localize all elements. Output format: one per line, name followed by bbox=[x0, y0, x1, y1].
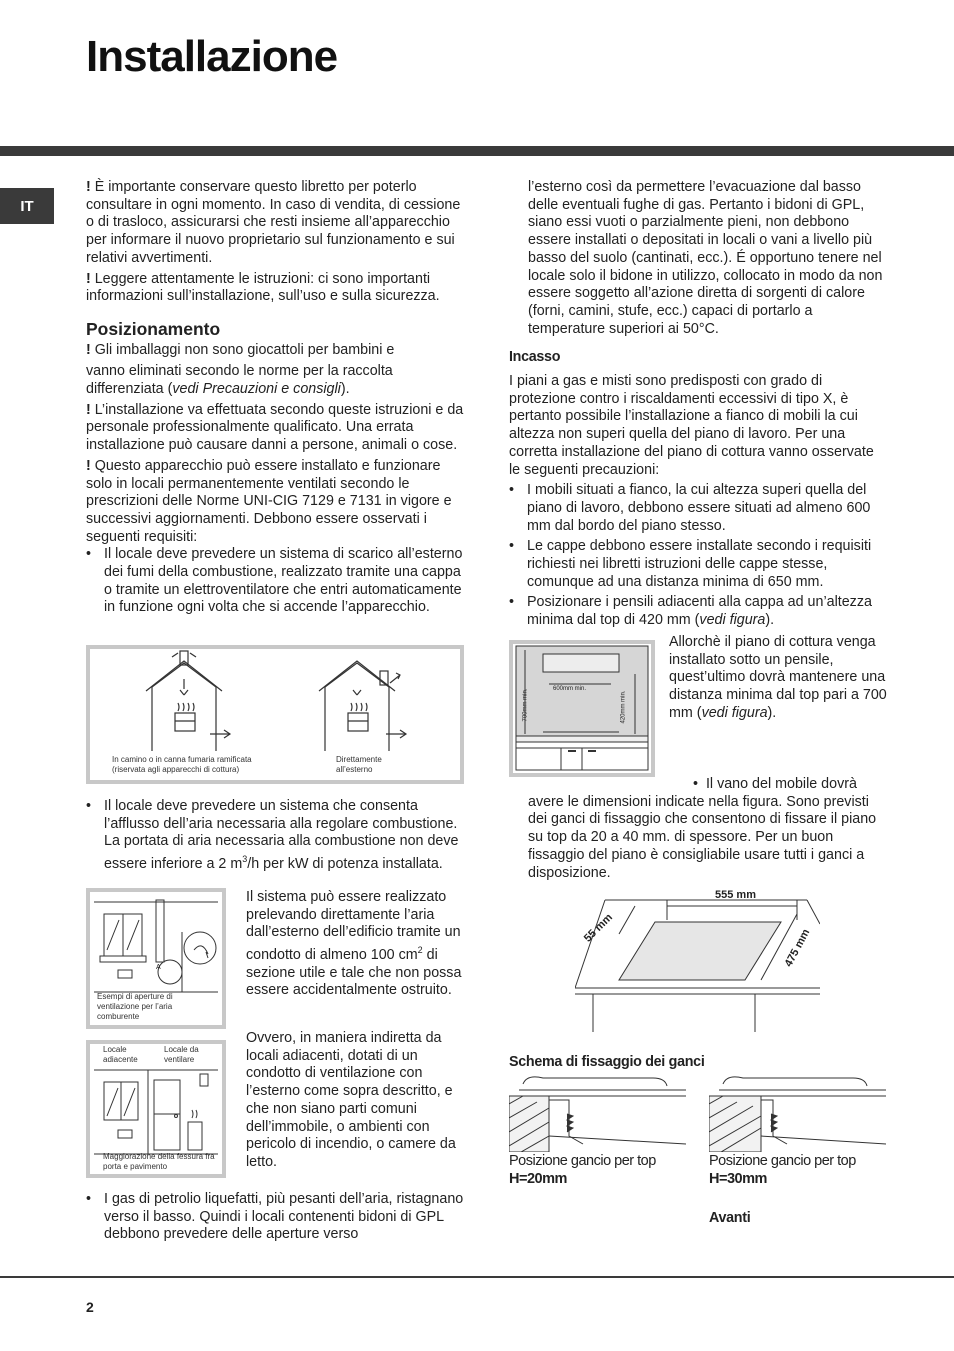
figure-caption: Maggiorazione della fessura fra porta e pavimento bbox=[103, 1152, 215, 1171]
dimension-label: 600mm min. bbox=[553, 686, 587, 692]
hook-20mm-diagram bbox=[509, 1074, 686, 1152]
figure-caption: Esempi di aperture di ventilazione per l’aria comburente bbox=[97, 992, 173, 1021]
hook-caption-30mm: Posizione gancio per top H=30mm bbox=[709, 1153, 856, 1187]
paragraph: ! Questo apparecchio può essere installato e funzionare solo in locali permanentemente ventilati secondo le prescrizioni delle Norme UNI-CIG 7129 e 7131 in vigore e successivi aggiornamenti. Debbono essere osservati i seguenti requisiti: bbox=[86, 457, 452, 545]
figure-hook-30mm bbox=[709, 1074, 886, 1152]
figure-label: A bbox=[156, 964, 161, 971]
list-item: • Il vano del mobile dovrà avere le dimensioni indicate nella figura. Sono previsti dei ganci di fissaggio che consentono di fissare il piano su top da 20 a 40 mm. di spessore. Per un buon fissaggio del piano è consigliabile usare tutti i ganci a disposizione. bbox=[528, 776, 877, 881]
language-tab: IT bbox=[0, 188, 54, 224]
figure-caption: Direttamente all’esterno bbox=[336, 755, 382, 774]
front-label: Avanti bbox=[709, 1210, 751, 1226]
page-number: 2 bbox=[86, 1299, 94, 1315]
bullet: • bbox=[693, 776, 706, 792]
figure-adjacent-room bbox=[86, 1040, 226, 1178]
warning-icon: ! bbox=[86, 401, 95, 418]
warning-icon: ! bbox=[86, 457, 95, 474]
dimension-label: 55 mm bbox=[581, 911, 615, 945]
dimension-label: 475 mm bbox=[782, 927, 813, 969]
warning-icon: ! bbox=[86, 270, 95, 287]
paragraph: l’esterno così da permettere l’evacuazione dal basso delle eventuali fughe di gas. Pertanto i bidoni di GPL, siano essi vuoti o parzialmente pieni, non debbono essere installati o depositati in locali o vani a livello più basso del suolo (cantinati, ecc.). É opportuno tenere nel locale solo il bidone in utilizzo, collocato in modo da non essere soggetto all’azione diretta di sorgenti di calore (forni, camini, stufe, ecc.) capaci di portarlo a temperature superiori ai 50°C. bbox=[528, 179, 883, 337]
paragraph: ! È importante conservare questo libretto per poterlo consultare in ogni momento. In caso di vendita, di cessione o di trasloco, assicurarsi che resti insieme all’apparecchio per informare il nuovo proprietario sul funzionamento e sui relativi avvertimenti. bbox=[86, 179, 461, 266]
figure-ventilation-openings bbox=[86, 888, 226, 1029]
figure-label: Locale da ventilare bbox=[164, 1045, 199, 1064]
paragraph: I piani a gas e misti sono predisposti con grado di protezione contro i riscaldamenti eccessivi di tipo X, è pertanto possibile l’installazione a fianco di mobili la cui altezza non superi quella del piano di lavoro. Per una corretta installazione del piano di cottura vanno osservate le seguenti precauzioni: bbox=[509, 373, 874, 478]
warning-icon: ! bbox=[86, 179, 95, 195]
header-rule bbox=[0, 146, 954, 156]
left-column-top bbox=[86, 179, 464, 617]
right-column-top bbox=[509, 179, 887, 630]
hook-30mm-diagram bbox=[709, 1074, 886, 1152]
left-column-bottom bbox=[86, 1191, 464, 1244]
list-item: • Il locale deve prevedere un sistema che consenta l’afflusso dell’aria necessaria alla regolare combustione. La portata di aria necessaria alla combustione non deve essere inferiore a 2 $m^3/h$ per kW di potenza installata. bbox=[86, 798, 464, 874]
list-item: • I gas di petrolio liquefatti, più pesanti dell’aria, ristagnano verso il basso. Quindi i locali contenenti bidoni di GPL debbono prevedere delle aperture verso bbox=[86, 1191, 464, 1244]
section-heading-schema: Schema di fissaggio dei ganci bbox=[509, 1054, 705, 1070]
dimension-label: 700mm min. bbox=[522, 688, 529, 722]
figure-caption: In camino o in canna fumaria ramificata (riservata agli apparecchi di cottura) bbox=[112, 755, 252, 774]
paragraph-indirect-air: Ovvero, in maniera indiretta da locali adiacenti, dotati di un condotto di ventilazione con l’esterno come sopra descritto, e che non siano parti comuni dell’immobile, o ambienti con pericolo di incendio, o camere da letto. bbox=[246, 1030, 456, 1170]
figure-cutout-dimensions bbox=[575, 884, 820, 1034]
figure-hood-clearance bbox=[509, 640, 655, 777]
figure-label: Locale adiacente bbox=[103, 1045, 138, 1064]
paragraph-direct-air: Il sistema può essere realizzato prelevando direttamente l’aria dall’esterno dell’edificio tramite un condotto di almeno 100 $cm^2$ di sezione utile e tale che non possa essere accidentalmente ostruito. bbox=[246, 889, 462, 999]
figure-chimney-exhaust bbox=[86, 645, 464, 784]
hood-clearance-diagram bbox=[513, 644, 651, 773]
paragraph: ! Gli imballaggi non sono giocattoli per bambini e bbox=[86, 341, 395, 358]
page-title: Installazione bbox=[86, 32, 338, 81]
footer-rule bbox=[0, 1276, 954, 1278]
left-column-mid bbox=[86, 798, 464, 874]
paragraph: ! L’installazione va effettuata secondo queste istruzioni e da personale professionalmente qualificato. Una errata installazione può causare danni a persone, animali o cose. bbox=[86, 401, 464, 454]
cutout-diagram bbox=[575, 884, 820, 1034]
right-column-mid bbox=[509, 776, 887, 882]
hook-caption-20mm: Posizione gancio per top H=20mm bbox=[509, 1153, 656, 1187]
warning-icon: ! bbox=[86, 341, 95, 358]
section-heading-incasso: Incasso bbox=[509, 349, 561, 366]
dimension-label: 555 mm bbox=[715, 889, 756, 901]
list-item: • Il locale deve prevedere un sistema di scarico all’esterno dei fumi della combustione, realizzato tramite una cappa o tramite un elettroventilatore che entri automaticamente in funzione ogni volta che si accende l’apparecchio. bbox=[86, 546, 464, 617]
paragraph: vanno eliminati secondo le norme per la raccolta differenziata (vedi Precauzioni e consigli). bbox=[86, 363, 393, 398]
paragraph: ! Leggere attentamente le istruzioni: ci sono importanti informazioni sull’installazione, sull’uso e sulla sicurezza. bbox=[86, 270, 440, 305]
dimension-label: 420mm min. bbox=[620, 690, 627, 724]
list-item: • Le cappe debbono essere installate secondo i requisiti richiesti nei libretti istruzioni delle cappe stesse, comunque ad una distanza minima di 650 mm. bbox=[509, 538, 887, 591]
list-item: • I mobili situati a fianco, la cui altezza superi quella del piano di lavoro, debbono essere situati ad almeno 600 mm dal bordo del piano stesso. bbox=[509, 482, 887, 535]
section-heading-posizionamento: Posizionamento bbox=[86, 318, 221, 339]
figure-hook-20mm bbox=[509, 1074, 686, 1152]
paragraph-wall-cabinet: Allorchè il piano di cottura venga installato sotto un pensile, quest’ultimo dovrà mantenere una distanza minima dal top pari a 700 mm (vedi figura). bbox=[669, 634, 887, 721]
list-item: • Posizionare i pensili adiacenti alla cappa ad un’altezza minima dal top di 420 mm (vedi figura). bbox=[509, 594, 887, 629]
